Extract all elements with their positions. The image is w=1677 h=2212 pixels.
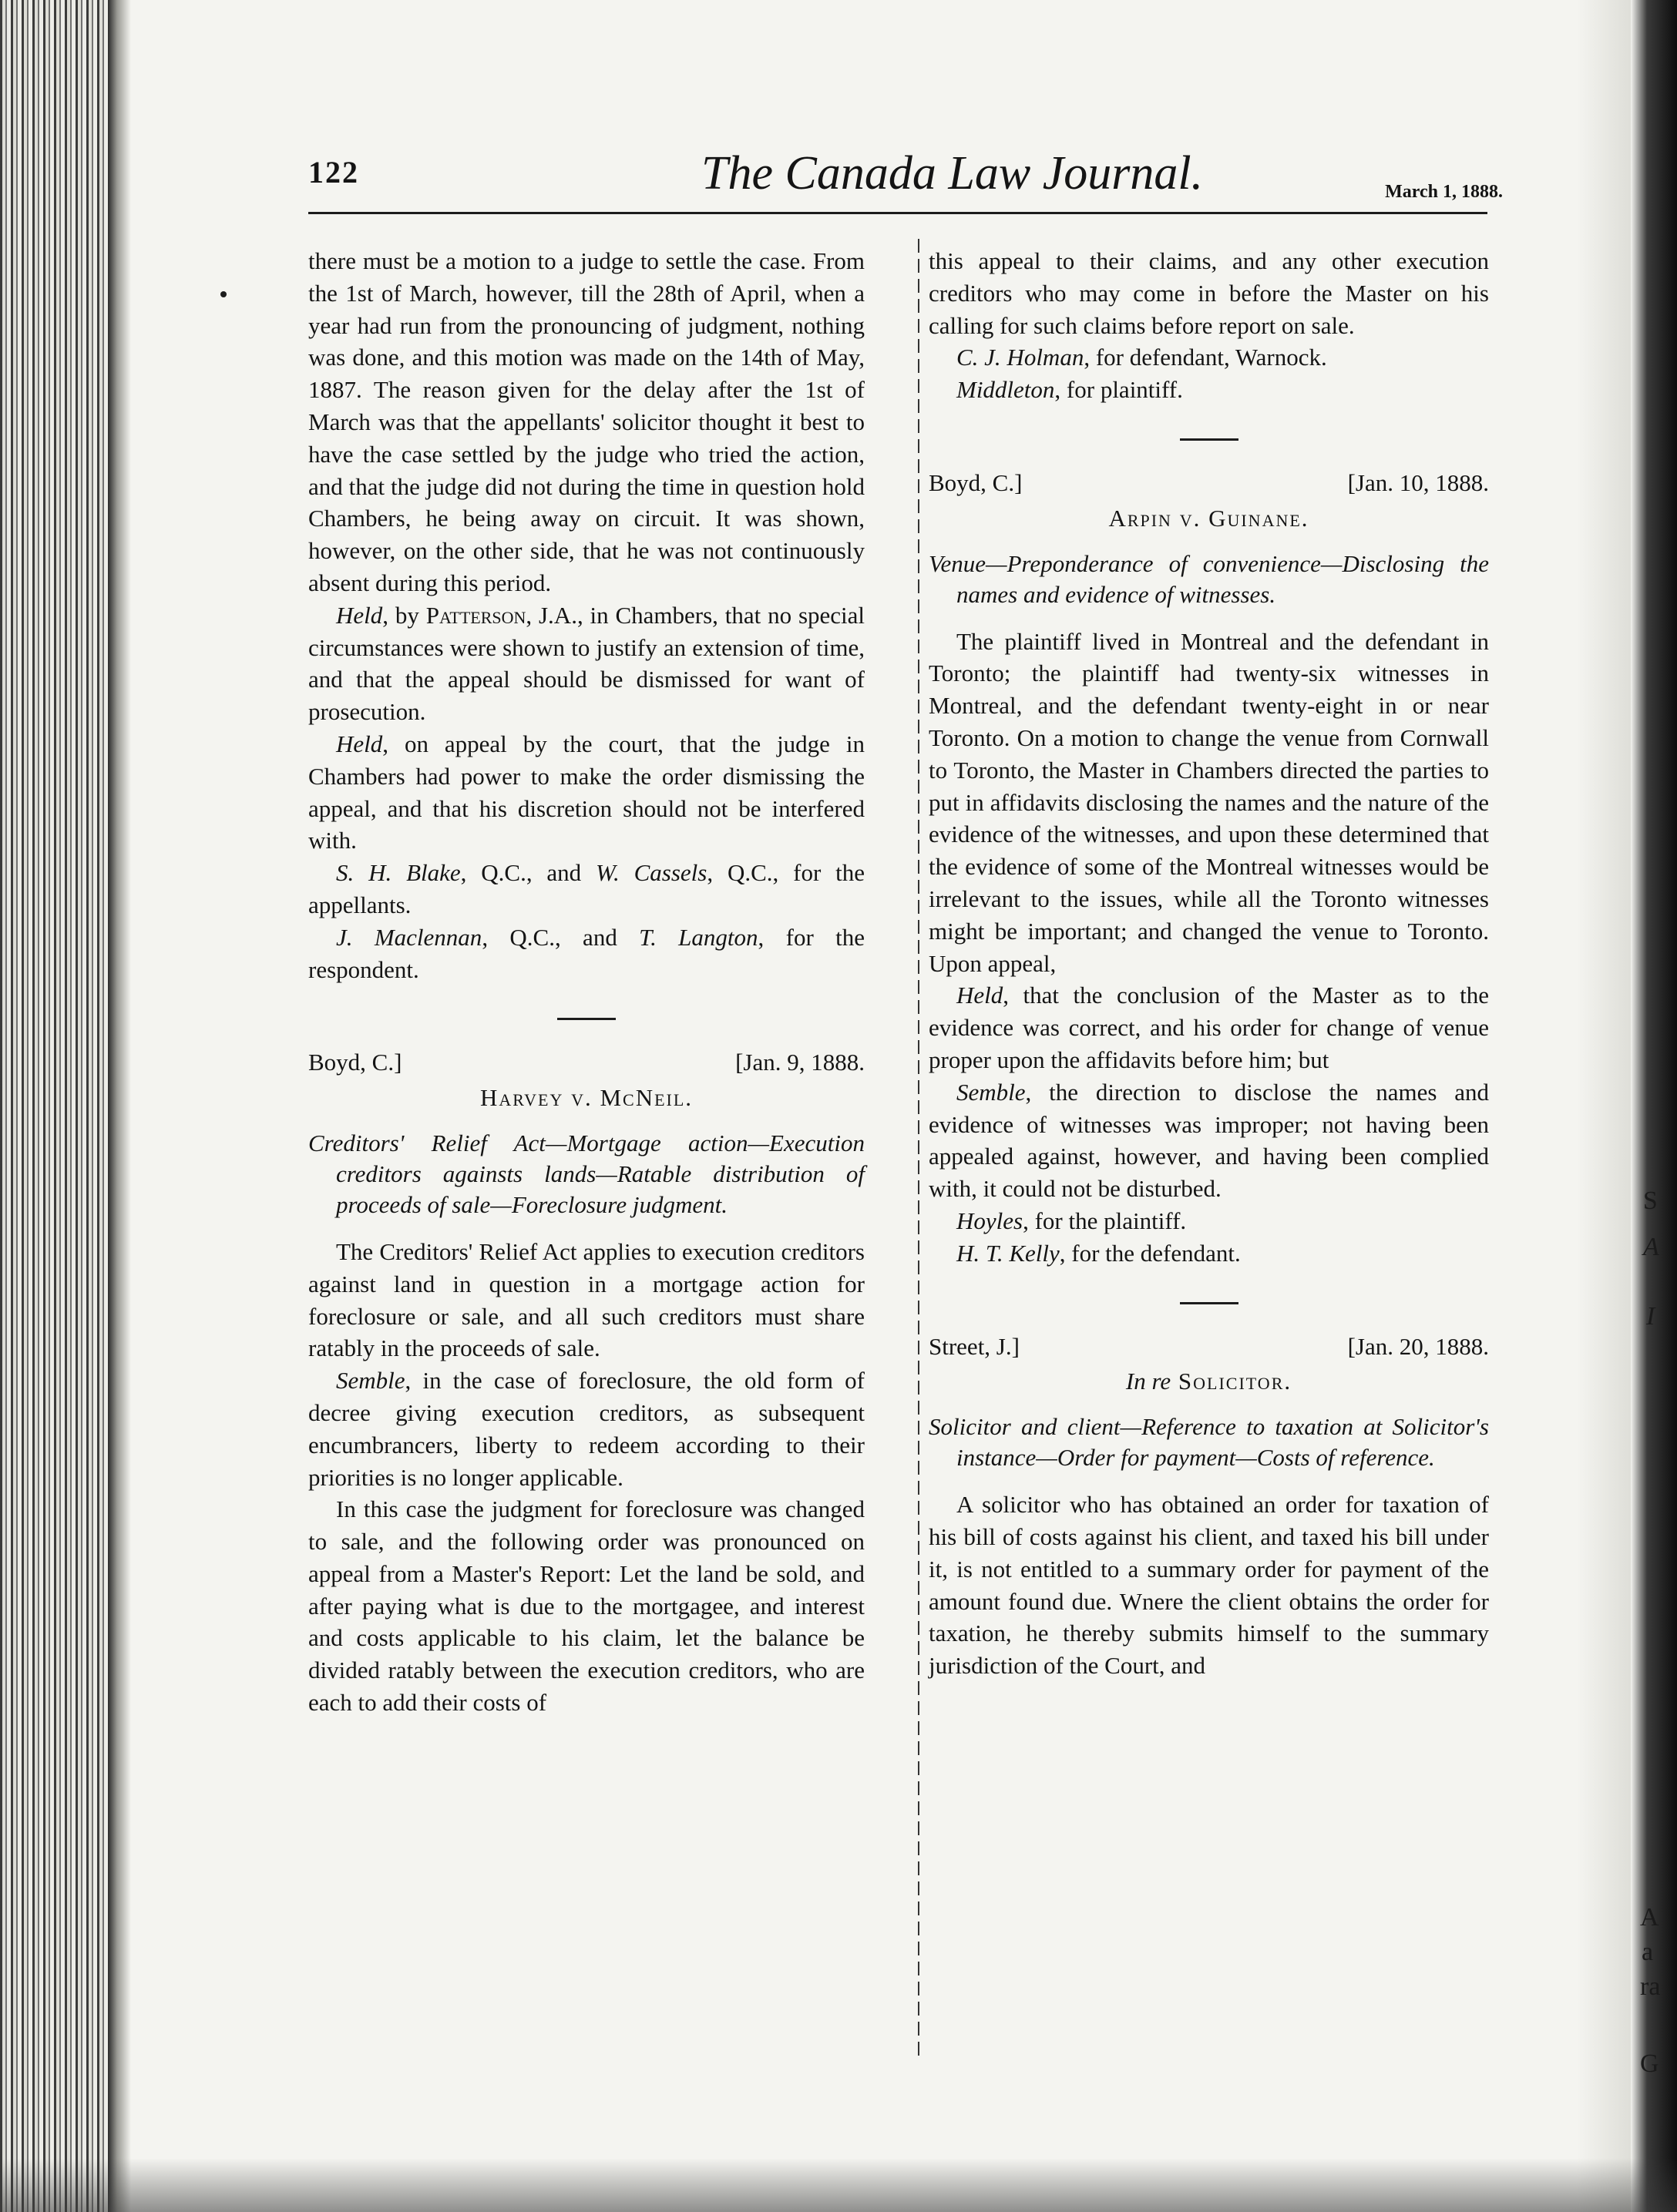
case-heading	[929, 1331, 1489, 1363]
case-date: [Jan. 9, 1888.	[735, 1049, 865, 1076]
paragraph: Held, that the conclusion of the Master as to the evidence was correct, and his order for change of venue proper upon the affidavits before him; but	[929, 982, 1489, 1073]
case-date: [Jan. 20, 1888.	[1347, 1332, 1489, 1360]
paragraph: there must be a motion to a judge to settle the case. From the 1st of March, however, till the 28th of April, when a year had run from the pronouncing of judgment, nothing was done, and this motion was made on the 14th of May, 1887. The reason given for the delay after the 1st of March was that the appellants' solicitor thought it best to have the case settled by the judge who tried the action, and that the judge did not during the time in question hold Chambers, he being away on circuit. It was shown, however, on the other side, that he was not continuously absent during this period.	[308, 247, 865, 596]
right-column	[929, 245, 1489, 1682]
counsel-line: C. J. Holman, for defendant, Warnock.	[956, 344, 1327, 371]
facing-page-fragment: a	[1642, 1938, 1654, 1966]
page-bottom-shadow	[0, 2158, 1677, 2212]
headnote: Creditors' Relief Act—Mortgage action—Execution creditors againsts lands—Ratable distribution of proceeds of sale—Foreclosure judgment.	[308, 1129, 865, 1218]
case-title: In re Solicitor.	[1125, 1368, 1292, 1395]
case-title: Harvey v. McNeil.	[479, 1084, 694, 1112]
case-heading	[929, 467, 1489, 499]
paragraph: The plaintiff lived in Montreal and the defendant in Toronto; the plaintiff had twenty-six witnesses in Montreal, and the defendant twenty-eight in or near Toronto. On a motion to change the venue from Cornwall to Toronto, the Master in Chambers directed the parties to put in affidavits disclosing the names and the nature of the evidence of the witnesses, and upon these determined that the evidence of some of the Montreal witnesses would be irrelevant to the issues, while all the Toronto witnesses might be important; and changed the venue to Toronto. Upon appeal,	[929, 627, 1489, 977]
column-divider	[918, 239, 919, 2057]
section-divider	[557, 1018, 616, 1020]
paragraph: A solicitor who has obtained an order for taxation of his bill of costs against his client, and taxed his bill under it, is not entitled to a summary order for payment of the amount found due. Wnere the client obtains the order for taxation, he thereby submits himself to the summary jurisdiction of the Court, and	[929, 1491, 1489, 1680]
counsel-line: Middleton, for plaintiff.	[956, 376, 1183, 404]
court-label: Boyd, C.]	[929, 468, 1023, 496]
paragraph: Semble, the direction to disclose the names and evidence of witnesses was improper; not having been appealed against, however, and having been complied with, it could not be disturbed.	[929, 1078, 1489, 1203]
paragraph: Semble, in the case of foreclosure, the old form of decree giving execution creditors, as subsequent encumbrancers, liberty to redeem according to their priorities is no longer applicable.	[308, 1367, 865, 1491]
margin-dot	[220, 291, 227, 297]
paragraph: In this case the judgment for foreclosure was changed to sale, and the following order was pronounced on appeal from a Master's Report: Let the land be sold, and after paying what is due to the mortgagee, and interest and costs applicable to his claim, let the balance be divided ratably between the execution creditors, who are each to add their costs of	[308, 1495, 865, 1717]
journal-title: The Canada Law Journal.	[701, 147, 1204, 200]
section-divider	[1180, 438, 1238, 441]
binding-shadow	[108, 0, 131, 2212]
counsel-line: Hoyles, for the plaintiff.	[956, 1207, 1187, 1234]
header-rule	[308, 212, 1487, 214]
counsel-line: H. T. Kelly, for the defendant.	[956, 1239, 1241, 1267]
headnote: Venue—Preponderance of convenience—Disclosing the names and evidence of witnesses.	[929, 549, 1489, 608]
court-label: Boyd, C.]	[308, 1049, 402, 1076]
page-number: 122	[308, 155, 359, 190]
facing-page-fragment: A	[1643, 1233, 1659, 1261]
counsel-line: J. Maclennan, Q.C., and T. Langton, for the respondent.	[308, 923, 865, 983]
paragraph: Held, by Patterson, J.A., in Chambers, that no special circumstances were shown to justify an extension of time, and that the appeal should be dismissed for want of prosecution.	[308, 601, 865, 726]
headnote: Solicitor and client—Reference to taxation at Solicitor's instance—Order for payment—Costs of reference.	[929, 1413, 1489, 1472]
left-column	[308, 245, 865, 1719]
case-title: Arpin v. Guinane.	[1108, 504, 1309, 532]
case-heading	[308, 1046, 865, 1079]
page-header	[308, 146, 1503, 216]
book-edge-right	[1631, 0, 1677, 2212]
facing-page-fragment: A	[1640, 1903, 1659, 1932]
facing-page-fragment: I	[1646, 1302, 1655, 1331]
section-divider	[1180, 1302, 1238, 1304]
facing-page-fragment: G	[1640, 2049, 1659, 2078]
book-binding-left	[0, 0, 108, 2212]
case-date: [Jan. 10, 1888.	[1347, 468, 1489, 496]
court-label: Street, J.]	[929, 1332, 1020, 1360]
facing-page-fragment: ra	[1640, 1972, 1661, 2001]
paragraph: this appeal to their claims, and any other execution creditors who may come in before the Master on his calling for such claims before report on sale.	[929, 247, 1489, 339]
page-edge-shade	[1577, 0, 1631, 2212]
issue-date: March 1, 1888.	[1385, 182, 1503, 202]
paragraph: Held, on appeal by the court, that the judge in Chambers had power to make the order dismissing the appeal, and that his discretion should not be interfered with.	[308, 730, 865, 854]
counsel-line: S. H. Blake, Q.C., and W. Cassels, Q.C., for the appellants.	[308, 859, 865, 918]
paragraph: The Creditors' Relief Act applies to execution creditors against land in question in a mortgage action for foreclosure or sale, and all such creditors must share ratably in the proceeds of sale.	[308, 1237, 865, 1362]
facing-page-fragment: S	[1643, 1187, 1658, 1215]
